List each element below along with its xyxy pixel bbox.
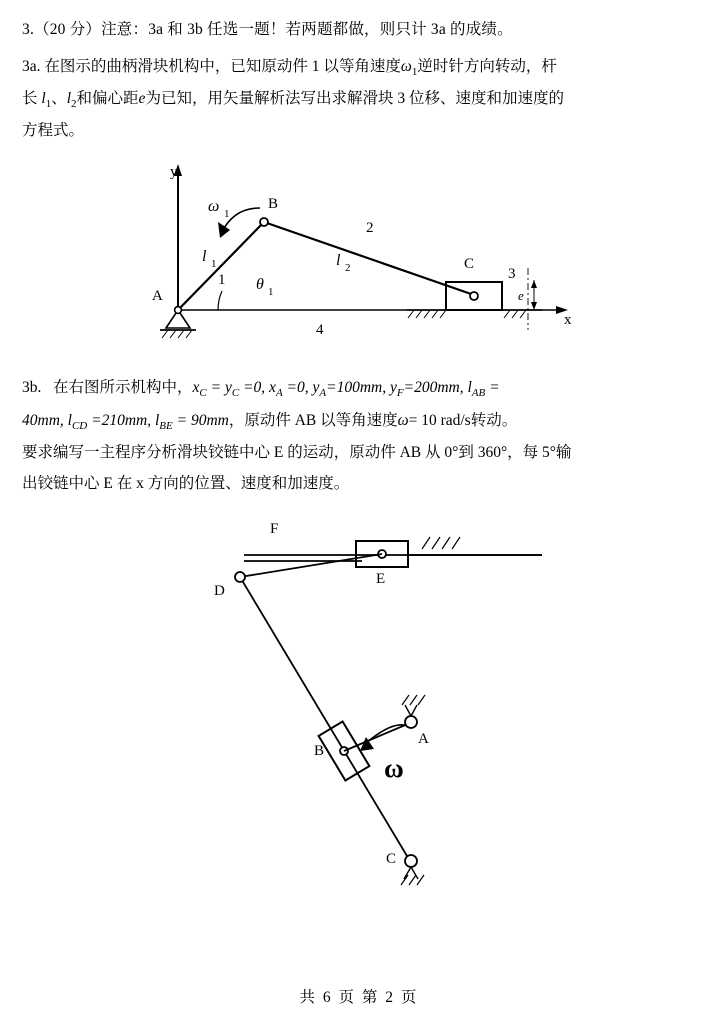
q3b-yC-sub: C xyxy=(231,387,240,400)
q3b-yA: y xyxy=(312,379,320,397)
q3b-lAB: l xyxy=(467,379,472,397)
q3b-xC: x xyxy=(192,379,200,397)
q3b-eq3: =0, xyxy=(282,379,313,397)
q3b-xC-sub: C xyxy=(199,387,207,400)
q3a-line2a: 长 xyxy=(22,90,38,108)
figure-1-svg xyxy=(22,160,696,360)
fig1-label-2: 2 xyxy=(366,220,374,237)
q3b-line2: 要求编写一主程序分析滑块铰链中心 E 的运动，原动件 AB 从 0°到 360°，每 5°输 xyxy=(22,443,572,461)
q3b-lead: 在右图所示机构中， xyxy=(53,379,193,397)
q3a-line2b: 和偏心距 xyxy=(76,90,139,108)
fig2-label-d: D xyxy=(214,582,225,599)
q3b-line3: 出铰链中心 E 在 x 方向的位置、速度和加速度。 xyxy=(22,474,350,492)
q3a-l1: l xyxy=(41,90,46,108)
fig2-label-omega: ω xyxy=(384,752,404,783)
q3b-eq2: =0, xyxy=(239,379,270,397)
q3b-tail2: = 10 rad/s转动。 xyxy=(408,411,518,429)
q3b-eq8: = 90mm xyxy=(172,411,229,429)
q3b-xA-sub: A xyxy=(275,387,283,400)
q3a-omega: ω xyxy=(400,58,412,76)
q3a-l1-sub: 1 xyxy=(45,98,52,111)
fig1-label-y: y xyxy=(170,164,178,181)
fig1-label-e: e xyxy=(518,288,524,304)
q3b-lCD: l xyxy=(67,411,72,429)
fig1-label-3: 3 xyxy=(508,266,516,283)
q3a-line2c: 为已知，用矢量解析法写出求解滑块 3 位移、速度和加速度的 xyxy=(145,90,564,108)
fig1-label-l2-sub: 2 xyxy=(345,262,351,275)
q3a-label: 3a. xyxy=(22,58,41,76)
q3b-xA: x xyxy=(269,379,276,397)
question-3b-text xyxy=(22,372,696,498)
q3a-l2: l xyxy=(66,90,72,108)
figure-2-svg xyxy=(22,509,696,889)
fig1-label-l1: l xyxy=(202,248,207,266)
q3b-eq1: = xyxy=(206,379,225,397)
fig1-label-4: 4 xyxy=(316,322,324,339)
q3b-tail1: ，原动件 AB 以等角速度 xyxy=(228,411,398,429)
figure-crank-slider xyxy=(22,160,696,360)
q3b-yA-sub: A xyxy=(319,387,327,400)
q3b-label: 3b. xyxy=(22,379,42,397)
question-3a-text xyxy=(22,51,696,146)
q3b-lBE: l xyxy=(154,411,160,429)
fig1-label-b: B xyxy=(268,196,279,213)
q3a-line3: 方程式。 xyxy=(22,122,85,140)
fig1-label-theta: θ xyxy=(256,276,264,294)
fig2-label-a: A xyxy=(418,730,429,747)
fig1-label-a: A xyxy=(152,288,163,305)
q3b-yF: y xyxy=(390,379,397,397)
fig1-label-omega-sub: 1 xyxy=(224,208,230,221)
fig1-label-1: 1 xyxy=(218,272,226,289)
q3b-yC: y xyxy=(224,379,232,397)
fig1-label-omega: ω xyxy=(208,198,220,216)
q3b-eq4: =100mm, xyxy=(326,379,390,397)
fig2-label-f: F xyxy=(270,520,279,537)
q3b-yF-sub: F xyxy=(396,387,404,400)
q3a-sep: 、 xyxy=(51,90,67,108)
fig1-label-x: x xyxy=(564,312,572,329)
fig1-label-l2: l xyxy=(336,252,341,270)
q3a-line1: 在图示的曲柄滑块机构中，已知原动件 1 以等角速度 xyxy=(44,58,401,76)
fig2-label-b: B xyxy=(314,742,325,759)
q3a-line1b: 逆时针方向转动，杆 xyxy=(417,58,557,76)
fig2-label-c: C xyxy=(386,850,397,867)
page-footer: 共 6 页 第 2 页 xyxy=(299,989,419,1006)
q3b-omega: ω xyxy=(397,411,409,429)
fig1-label-c: C xyxy=(464,256,475,273)
fig2-label-e: E xyxy=(376,570,386,587)
q3b-eq5: =200mm, xyxy=(403,379,468,397)
q3b-v40: 40mm, xyxy=(22,411,64,429)
q3b-lBE-sub: BE xyxy=(159,419,173,432)
figure-slider-linkage xyxy=(22,509,696,889)
q3b-lAB-sub: AB xyxy=(471,387,486,400)
q3b-eq7: =210mm, xyxy=(87,411,155,429)
q3b-eq6: = xyxy=(485,379,500,397)
q3b-lCD-sub: CD xyxy=(71,419,88,432)
q3a-e: e xyxy=(138,90,146,108)
fig1-label-theta-sub: 1 xyxy=(268,286,274,299)
fig1-label-l1-sub: 1 xyxy=(211,258,217,271)
question-3-header: 3.（20 分）注意：3a 和 3b 任选一题！若两题都做，则只计 3a 的成绩。 xyxy=(22,21,513,38)
q3a-omega-sub: 1 xyxy=(411,66,418,79)
q3a-l2-sub: 2 xyxy=(71,98,77,111)
